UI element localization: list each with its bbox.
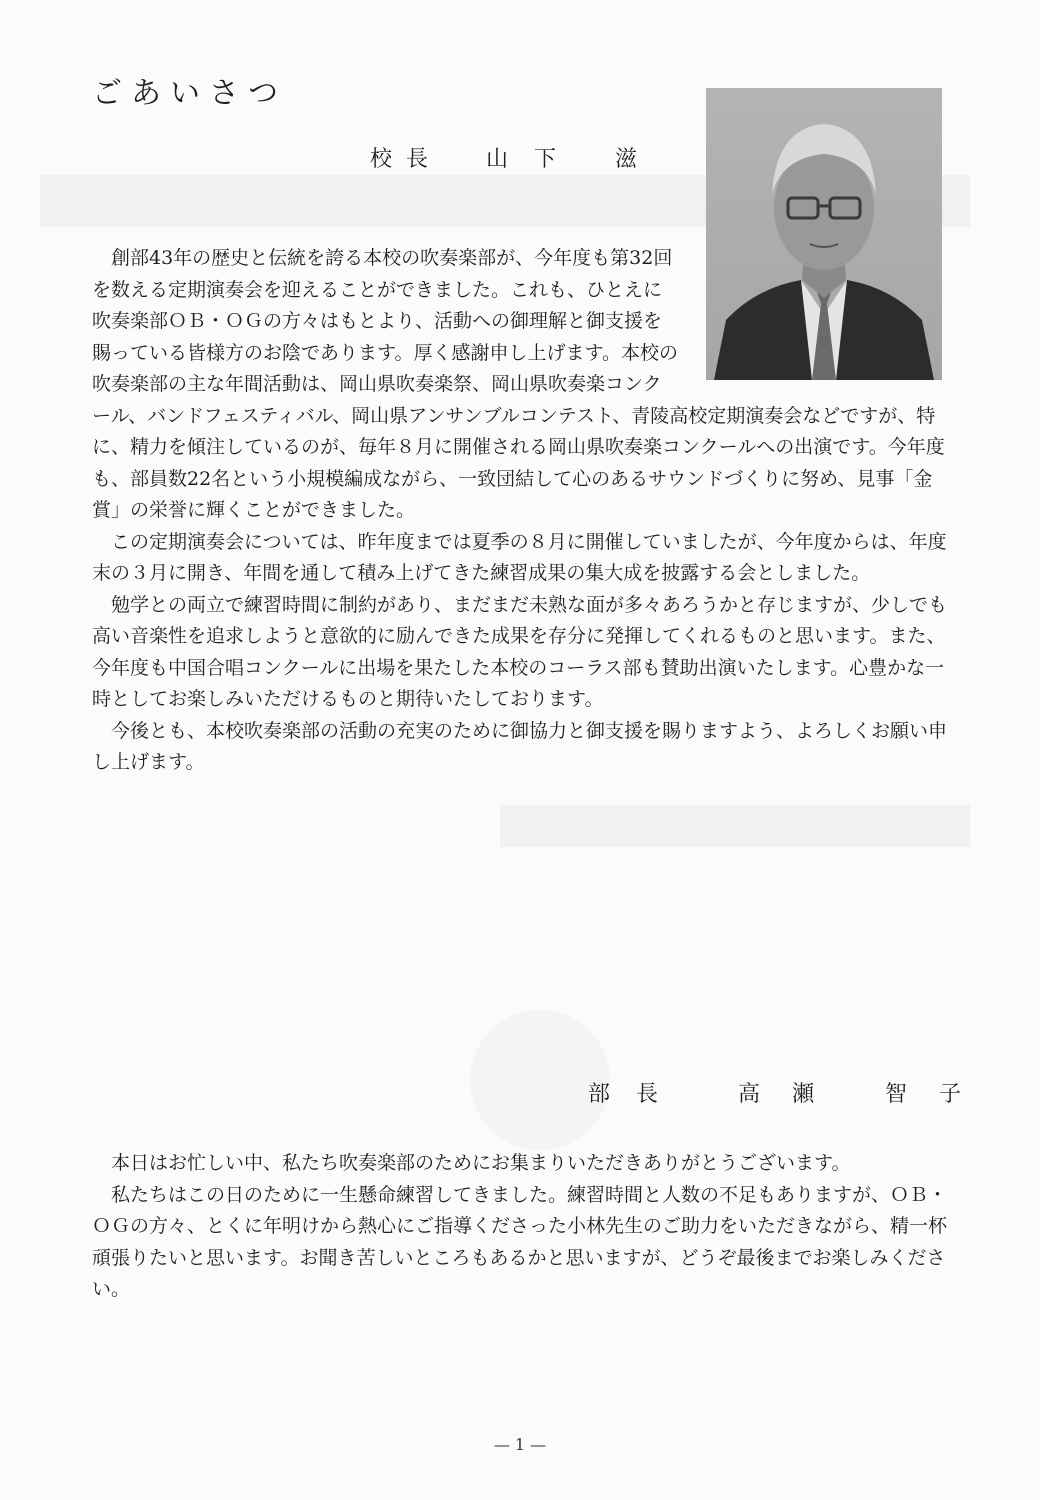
page-number: — 1 — [493,1435,547,1454]
principal-role: 校長 [370,147,443,172]
photo-text-wrap-spacer [680,243,950,396]
principal-paragraph-4: 今後とも、本校吹奏楽部の活動の充実のために御協力と御支援を賜りますよう、よろしくお願い申し上げます。 [92,719,948,773]
show-through-band [500,805,970,847]
club-head-name: 高瀬 智子 [738,1082,994,1107]
page-title: ごあいさつ [92,76,287,111]
principal-name: 山下 滋 [486,147,664,172]
principal-paragraph-1: 創部43年の歴史と伝統を誇る本校の吹奏楽部が、今年度も第32回を数える定期演奏会を迎えることができました。これも、ひとえに吹奏楽部ＯＢ・ＯＧの方々はもとより、活動への御理解と御支援を賜っている皆様方のお陰であります。厚く感謝申し上げます。本校の吹奏楽部の主な年間活動は、岡山県吹奏楽祭、岡山県吹奏楽コンクール、バンドフェスティバル、岡山県アンサンブルコンテスト、青陵高校定期演奏会などですが、特に、精力を傾注しているのが、毎年８月に開催される岡山県吹奏楽コンクールへの出演です。今年度も、部員数22名という小規模編成ながら、一致団結して心のあるサウンドづくりに努め、見事「金賞」の栄誉に輝くことができました。 [92,247,945,521]
club-head-paragraph-1: 本日はお忙しい中、私たち吹奏楽部のためにお集まりいただきありがとうございます。 [111,1152,851,1174]
club-head-paragraph-2: 私たちはこの日のために一生懸命練習してきました。練習時間と人数の不足もありますが、ＯＢ・ＯＧの方々、とくに年明けから熱心にご指導くださった小林先生のご助力をいただきながら、精一杯頑張りたいと思います。お聞き苦しいところもあるかと思いますが、どうぞ最後までお楽しみください。 [92,1183,948,1300]
principal-message [92,243,950,779]
principal-signature [370,142,663,173]
club-head-signature [588,1077,993,1108]
principal-paragraph-3: 勉学との両立で練習時間に制約があり、まだまだ未熟な面が多々あろうかと存じますが、少しでも高い音楽性を追求しようと意欲的に励んできた成果を存分に発揮してくれるものと思います。また、今年度も中国合唱コンクールに出場を果たした本校のコーラス部も賛助出演いたします。心豊かな一時としてお楽しみいただけるものと期待いたしております。 [92,593,948,710]
club-head-message [92,1148,950,1306]
club-head-role: 部長 [588,1082,685,1107]
principal-paragraph-2: この定期演奏会については、昨年度までは夏季の８月に開催していましたが、今年度からは、年度末の３月に開き、年間を通して積み上げてきた練習成果の集大成を披露する会としました。 [92,530,947,584]
